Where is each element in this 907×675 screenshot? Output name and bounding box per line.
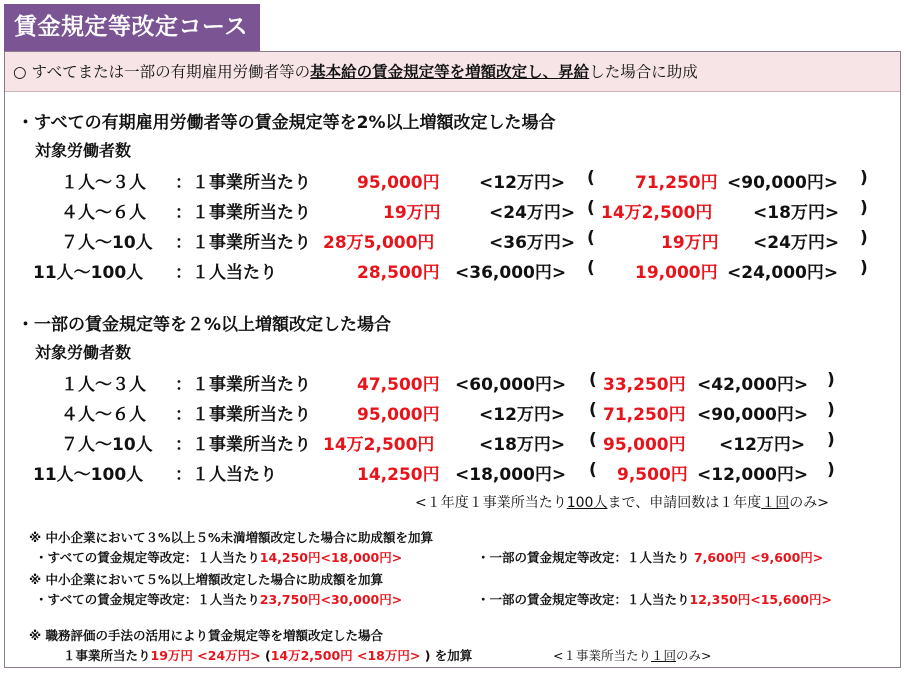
note3-limit-a: <１事業所当たり — [553, 648, 651, 663]
row-unit: ：１事業所当たり — [175, 203, 311, 223]
row-bracket2: <12万円> — [719, 435, 806, 455]
row-range: ４人～６人 — [61, 203, 146, 223]
row-unit: ：１人当たり — [175, 263, 277, 283]
note1-line-a: ・すべての賃金規定等改定：１人当たり — [35, 550, 260, 565]
row-paren-close: ) — [827, 430, 835, 450]
row-paren-close: ) — [860, 258, 868, 278]
summary-bar — [5, 52, 900, 92]
row-bracket2: <12,000円> — [697, 465, 809, 485]
section2-row — [5, 370, 895, 400]
section1-row — [5, 228, 895, 258]
note2-amount-b: 12,350円 — [689, 592, 751, 607]
note3-paren-close: ) — [424, 648, 431, 663]
section2-subtitle: 対象労働者数 — [35, 343, 132, 362]
limit-note — [415, 492, 829, 512]
row-amount2: 14万2,500円 — [601, 203, 713, 223]
note3-suffix: を加算 — [434, 648, 473, 663]
section1-row — [5, 258, 895, 288]
row-amount2: 19万円 — [661, 233, 719, 253]
row-range: ７人～10人 — [61, 435, 153, 455]
note3-bracket: <24万円> — [197, 648, 261, 663]
note3-prefix: １事業所当たり — [63, 648, 151, 663]
row-paren-close: ) — [860, 168, 868, 188]
row-range: １人～３人 — [61, 173, 146, 193]
limit-note-e: のみ> — [789, 495, 829, 511]
content-frame — [4, 51, 901, 668]
note2-line-a: ・すべての賃金規定等改定：１人当たり — [35, 592, 260, 607]
limit-note-d: １回 — [761, 495, 790, 511]
row-amount: 19万円 — [383, 203, 441, 223]
note2-amount-a: 23,750円 — [259, 592, 321, 607]
note2-part-b — [477, 590, 832, 608]
section1-row — [5, 198, 895, 228]
row-paren-open: ( — [587, 198, 595, 218]
section2-row — [5, 400, 895, 430]
row-unit: ：１事業所当たり — [175, 173, 311, 193]
summary-emphasis-1: 基本給の賃金規定等を増額改定し、 — [310, 63, 559, 81]
row-bracket: <36,000円> — [455, 263, 567, 283]
row-paren-close: ) — [860, 198, 868, 218]
row-bracket2: <18万円> — [753, 203, 840, 223]
section1-row — [5, 168, 895, 198]
row-amount: 28,500円 — [357, 263, 440, 283]
note1-bracket-b: <9,600円> — [750, 550, 824, 565]
row-bracket: <12万円> — [479, 405, 566, 425]
row-paren-open: ( — [589, 460, 597, 480]
row-amount2: 71,250円 — [635, 173, 718, 193]
row-paren-open: ( — [587, 228, 595, 248]
note3-amount: 19万円 — [150, 648, 193, 663]
row-paren-close: ) — [827, 460, 835, 480]
row-bracket: <60,000円> — [455, 375, 567, 395]
section2-row — [5, 430, 895, 460]
note3-title: ※ 職務評価の手法の活用により賃金規定等を増額改定した場合 — [29, 628, 384, 643]
note1-amount-b: 7,600円 — [693, 550, 746, 565]
row-bracket2: <90,000円> — [727, 173, 839, 193]
row-paren-open: ( — [589, 370, 597, 390]
limit-note-a: <１年度１事業所当たり — [415, 495, 567, 511]
row-amount: 95,000円 — [357, 173, 440, 193]
limit-note-c: まで、申請回数は１年度 — [607, 495, 762, 511]
page-title-tab: 賃金規定等改定コース — [4, 4, 260, 51]
row-unit: ：１事業所当たり — [175, 375, 311, 395]
note3-bracket2: <18万円> — [357, 648, 421, 663]
section2-title: ・一部の賃金規定等を２%以上増額改定した場合 — [17, 315, 392, 335]
row-paren-open: ( — [589, 400, 597, 420]
section2-row — [5, 460, 895, 490]
note1-title: ※ 中小企業において３%以上５%未満増額改定した場合に助成額を加算 — [29, 530, 434, 545]
row-range: 11人～100人 — [33, 263, 144, 283]
section1-subtitle: 対象労働者数 — [35, 141, 132, 160]
limit-note-b: 100人 — [566, 495, 608, 511]
row-paren-close: ) — [827, 400, 835, 420]
section1-title: ・すべての有期雇用労働者等の賃金規定等を2%以上増額改定した場合 — [17, 113, 556, 133]
summary-prefix: ○ すべてまたは一部の有期雇用労働者等の — [13, 63, 311, 81]
row-paren-close: ) — [860, 228, 868, 248]
note1-amount-a: 14,250円 — [259, 550, 321, 565]
row-range: 11人～100人 — [33, 465, 144, 485]
row-range: ７人～10人 — [61, 233, 153, 253]
row-bracket2: <42,000円> — [697, 375, 809, 395]
row-paren-open: ( — [589, 430, 597, 450]
row-unit: ：１事業所当たり — [175, 405, 311, 425]
note2-line-b: ・一部の賃金規定等改定：１人当たり — [477, 592, 690, 607]
row-bracket2: <24万円> — [753, 233, 840, 253]
row-amount2: 71,250円 — [603, 405, 686, 425]
row-bracket: <18万円> — [479, 435, 566, 455]
row-amount: 14万2,500円 — [323, 435, 435, 455]
note3-amount2: 14万2,500円 — [270, 648, 353, 663]
row-bracket2: <90,000円> — [697, 405, 809, 425]
row-amount2: 9,500円 — [617, 465, 688, 485]
note3-limit-b: １回 — [650, 648, 676, 663]
row-bracket: <12万円> — [479, 173, 566, 193]
note3-limit-c: のみ> — [676, 648, 712, 663]
row-amount2: 19,000円 — [635, 263, 718, 283]
note1-line — [35, 548, 824, 566]
row-bracket: <36万円> — [489, 233, 576, 253]
summary-emphasis-2: 昇給 — [558, 63, 590, 81]
row-bracket2: <24,000円> — [727, 263, 839, 283]
row-unit: ：１事業所当たり — [175, 435, 311, 455]
row-range: ４人～６人 — [61, 405, 146, 425]
note2-title: ※ 中小企業において５%以上増額改定した場合に助成額を加算 — [29, 572, 384, 587]
note2-line — [35, 590, 832, 608]
row-range: １人～３人 — [61, 375, 146, 395]
note2-bracket-a: <30,000円> — [320, 592, 403, 607]
note1-bracket-a: <18,000円> — [320, 550, 403, 565]
row-bracket: <24万円> — [489, 203, 576, 223]
row-amount2: 95,000円 — [603, 435, 686, 455]
row-paren-open: ( — [587, 168, 595, 188]
note3-limit — [553, 646, 711, 664]
row-bracket: <18,000円> — [455, 465, 567, 485]
row-amount2: 33,250円 — [603, 375, 686, 395]
note3-paren-open: ( — [264, 648, 271, 663]
row-amount: 47,500円 — [357, 375, 440, 395]
note1-line-b: ・一部の賃金規定等改定：１人当たり — [477, 550, 690, 565]
note3-line — [63, 646, 712, 664]
row-unit: ：１事業所当たり — [175, 233, 311, 253]
row-amount: 95,000円 — [357, 405, 440, 425]
row-unit: ：１人当たり — [175, 465, 277, 485]
row-amount: 14,250円 — [357, 465, 440, 485]
row-amount: 28万5,000円 — [323, 233, 435, 253]
note1-part-b — [477, 548, 823, 566]
summary-suffix: した場合に助成 — [589, 63, 698, 81]
row-paren-open: ( — [587, 258, 595, 278]
note2-bracket-b: <15,600円> — [750, 592, 832, 607]
row-paren-close: ) — [827, 370, 835, 390]
